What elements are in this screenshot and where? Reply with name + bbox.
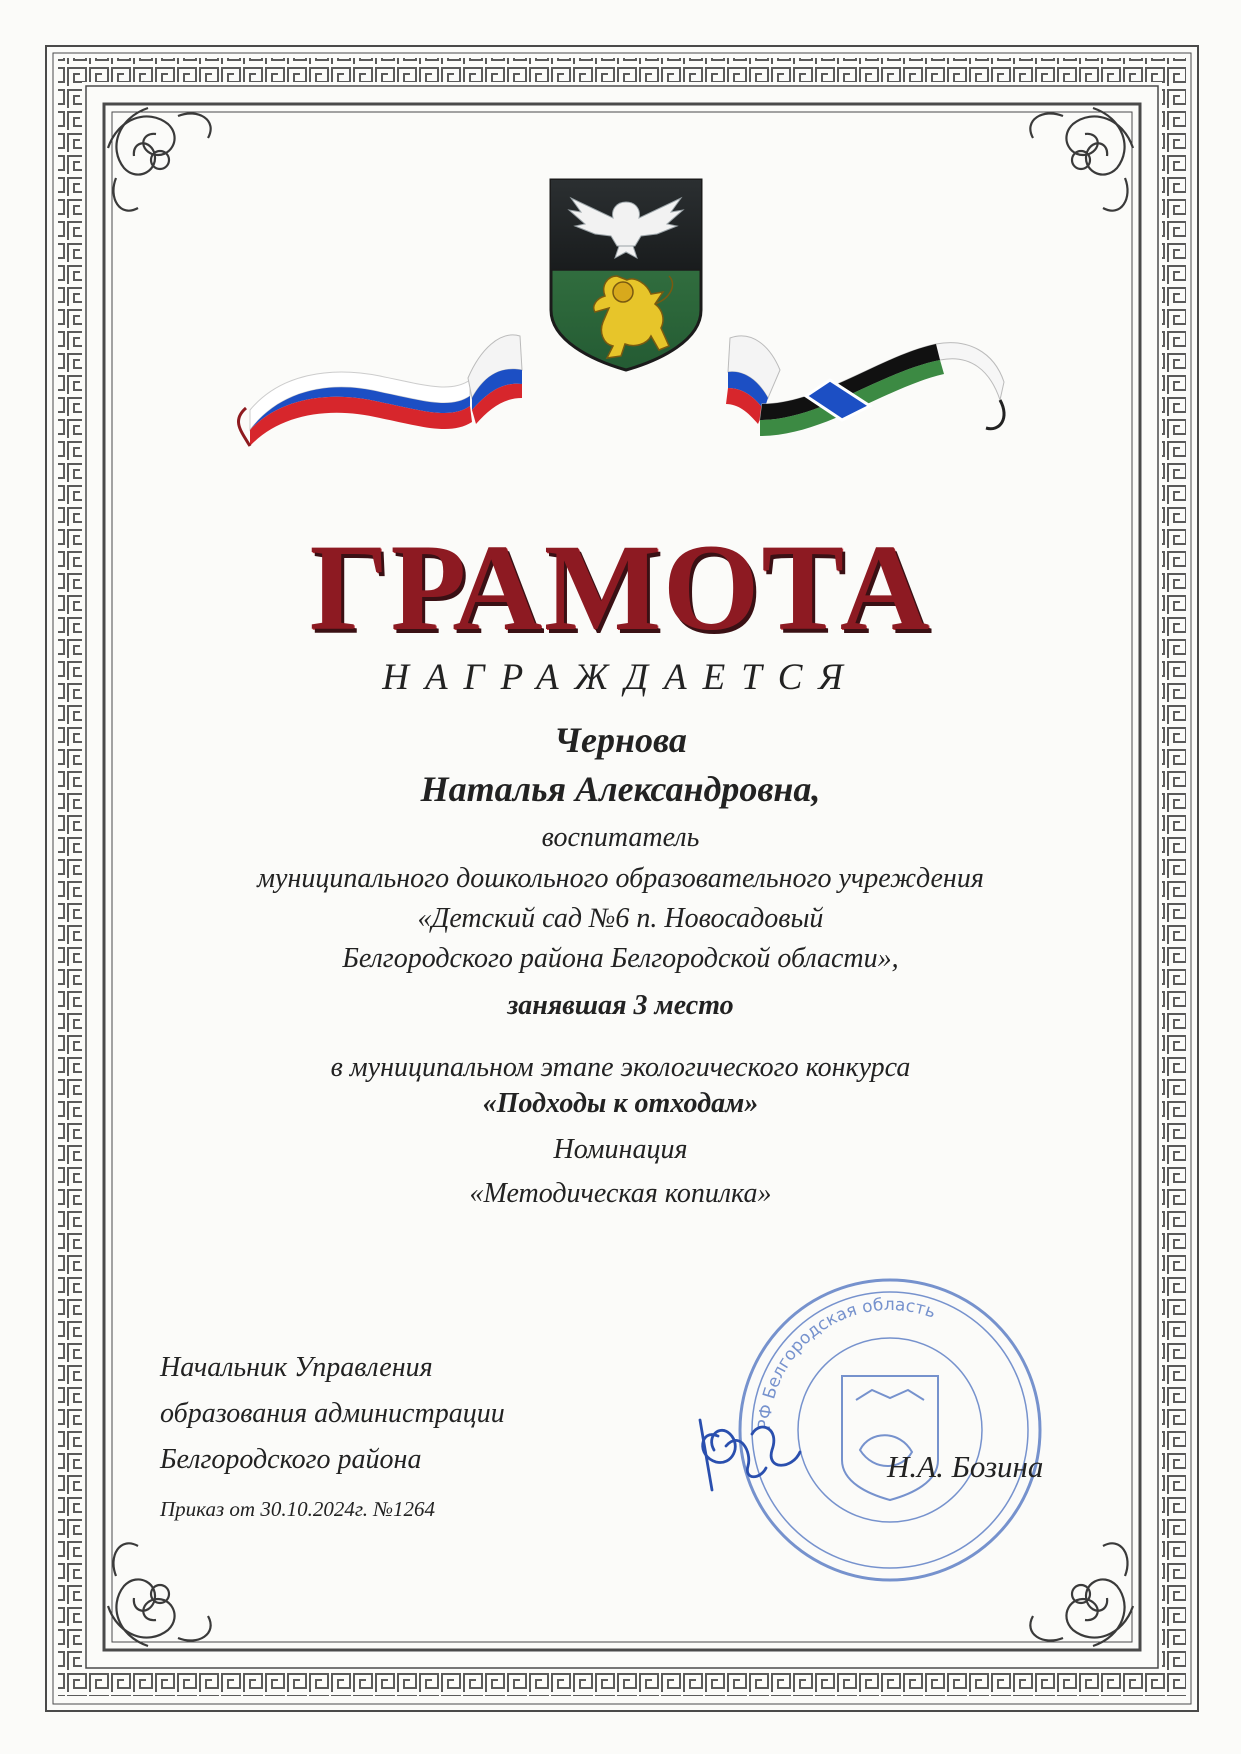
institution-line-3: Белгородского района Белгородской области», bbox=[342, 943, 899, 974]
achievement-line: занявшая 3 место bbox=[507, 990, 734, 1021]
russian-flag-ribbon bbox=[238, 335, 522, 446]
awarded-heading: НАГРАЖДАЕТСЯ bbox=[382, 657, 859, 698]
contest-line: в муниципальном этапе экологического конкурса bbox=[330, 1052, 911, 1083]
nomination-name: «Методическая копилка» bbox=[469, 1178, 772, 1209]
stamp-ring-text: РФ Белгородская область bbox=[754, 1294, 939, 1431]
regional-flag-ribbon bbox=[726, 336, 1004, 436]
institution-line-2: «Детский сад №6 п. Новосадовый bbox=[417, 903, 824, 934]
signatory-position-line-2: образования администрации bbox=[160, 1398, 505, 1429]
signatory-position-line-1: Начальник Управления bbox=[160, 1352, 433, 1383]
signatory-name: Н.А. Бозина bbox=[887, 1449, 1044, 1484]
recipient-position: воспитатель bbox=[541, 822, 700, 853]
signatory-position-line-3: Белгородского района bbox=[160, 1444, 422, 1475]
nomination-label: Номинация bbox=[553, 1134, 688, 1165]
order-reference: Приказ от 30.10.2024г. №1264 bbox=[160, 1497, 436, 1521]
recipient-given-names: Наталья Александровна, bbox=[420, 769, 821, 809]
institution-line-1: муниципального дошкольного образовательного учреждения bbox=[257, 863, 984, 894]
recipient-surname: Чернова bbox=[554, 720, 687, 760]
contest-name: «Подходы к отходам» bbox=[482, 1088, 759, 1119]
certificate-title: ГРАМОТА bbox=[309, 519, 932, 656]
coat-of-arms-icon bbox=[551, 180, 701, 370]
